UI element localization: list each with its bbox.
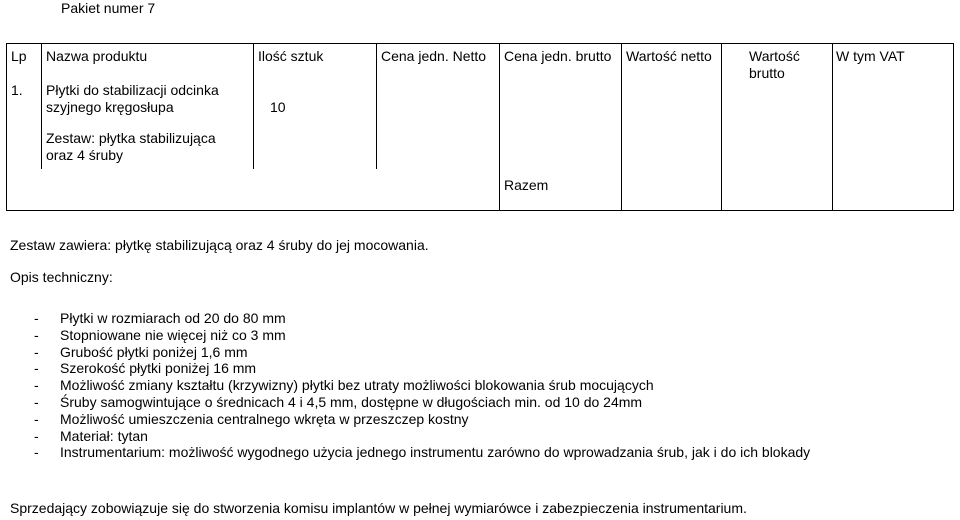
bullet-dash: - bbox=[34, 310, 39, 326]
table-right-border bbox=[953, 43, 954, 211]
table-left-border bbox=[6, 43, 7, 211]
list-item bbox=[34, 411, 810, 428]
col-divider-net-unit bbox=[376, 43, 377, 169]
list-item bbox=[34, 360, 810, 377]
bullet-dash: - bbox=[34, 427, 39, 444]
bullet-dash: - bbox=[34, 360, 39, 377]
bullet-dash: - bbox=[34, 444, 39, 461]
spec-text: Płytki w rozmiarach od 20 do 80 mm bbox=[60, 310, 286, 326]
table-bottom-border bbox=[6, 210, 954, 211]
spec-text: Możliwość zmiany kształtu (krzywizny) płytki bez utraty możliwości blokowania śrub mocujących bbox=[60, 377, 654, 394]
col-divider-net-value bbox=[621, 43, 622, 211]
col-divider-gross-unit bbox=[499, 43, 500, 211]
header-gross-unit-price: Cena jedn. brutto bbox=[504, 48, 612, 64]
list-item bbox=[34, 377, 810, 394]
row-set-line2: oraz 4 śruby bbox=[46, 147, 124, 163]
header-gross-value bbox=[749, 48, 800, 82]
package-title: Pakiet numer 7 bbox=[61, 0, 156, 16]
total-label: Razem bbox=[504, 177, 549, 193]
spec-text: Szerokość płytki poniżej 16 mm bbox=[60, 360, 257, 377]
footer-note: Sprzedający zobowiązuje się do stworzenia komisu implantów w pełnej wymiarówce i zabezpieczenia instrumentarium. bbox=[10, 500, 747, 516]
row-product-name-line2: szyjnego kręgosłupa bbox=[46, 99, 174, 115]
header-vat: W tym VAT bbox=[836, 48, 905, 64]
table-top-border bbox=[6, 43, 954, 44]
col-divider-name bbox=[41, 43, 42, 169]
header-net-unit-price: Cena jedn. Netto bbox=[381, 48, 487, 64]
row-set-description bbox=[46, 130, 216, 164]
spec-text: Instrumentarium: możliwość wygodnego użycia jednego instrumentu zarówno do wprowadzania śrub, jak i do ich blokady bbox=[60, 444, 811, 461]
col-divider-gross-value bbox=[721, 43, 722, 211]
list-item bbox=[34, 444, 810, 461]
row-quantity: 10 bbox=[270, 99, 286, 115]
spec-text: Materiał: tytan bbox=[60, 427, 148, 444]
header-product-name: Nazwa produktu bbox=[46, 48, 148, 64]
list-item bbox=[34, 310, 810, 327]
bullet-dash: - bbox=[34, 393, 39, 410]
bullet-dash: - bbox=[34, 377, 39, 394]
spec-text: Śruby samogwintujące o średnicach 4 i 4,5 mm, dostępne w długościach min. od 10 do 24mm bbox=[60, 393, 643, 410]
header-gross-value-line1: Wartość bbox=[749, 48, 800, 64]
list-item bbox=[34, 327, 810, 344]
bullet-dash: - bbox=[34, 326, 39, 343]
row-lp: 1. bbox=[11, 82, 23, 98]
header-gross-value-line2: brutto bbox=[749, 65, 785, 81]
header-net-value: Wartość netto bbox=[626, 48, 712, 64]
technical-spec-list bbox=[34, 310, 810, 461]
bullet-dash: - bbox=[34, 343, 39, 360]
bullet-dash: - bbox=[34, 410, 39, 427]
kit-contents: Zestaw zawiera: płytkę stabilizującą oraz 4 śruby do jej mocowania. bbox=[10, 237, 429, 253]
header-lp: Lp bbox=[11, 48, 27, 64]
spec-text: Stopniowane nie więcej niż co 3 mm bbox=[60, 326, 286, 343]
row-product-name-line1: Płytki do stabilizacji odcinka bbox=[46, 82, 219, 98]
col-divider-vat bbox=[832, 43, 833, 211]
list-item bbox=[34, 344, 810, 361]
row-product-name bbox=[46, 82, 219, 116]
header-quantity: Ilość sztuk bbox=[258, 48, 324, 64]
technical-description-heading: Opis techniczny: bbox=[10, 269, 113, 285]
spec-text: Grubość płytki poniżej 1,6 mm bbox=[60, 343, 248, 360]
spec-text: Możliwość umieszczenia centralnego wkręta w przeszczep kostny bbox=[60, 410, 469, 427]
col-divider-qty bbox=[253, 43, 254, 169]
list-item bbox=[34, 428, 810, 445]
list-item bbox=[34, 394, 810, 411]
row-set-line1: Zestaw: płytka stabilizująca bbox=[46, 130, 216, 146]
